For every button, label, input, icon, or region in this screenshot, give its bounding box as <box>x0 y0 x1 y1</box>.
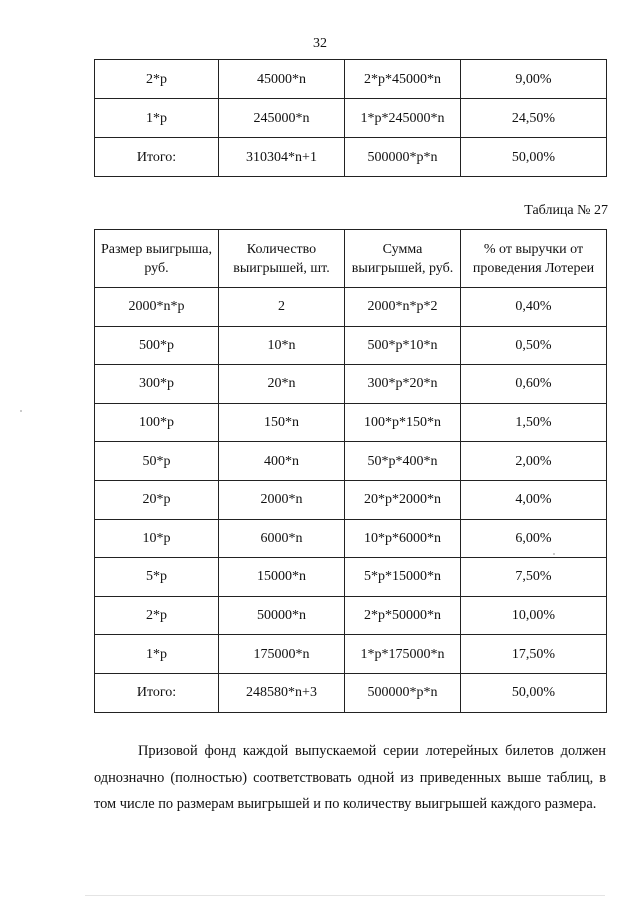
table-cell: 500000*p*n <box>345 673 461 712</box>
table-cell: 175000*n <box>219 635 345 674</box>
table-row <box>95 99 607 138</box>
table-cell: 24,50% <box>461 99 607 138</box>
header-cell-revenue-percent: % от выручки от проведения Лотереи <box>461 230 607 288</box>
table-cell: 17,50% <box>461 635 607 674</box>
table-cell: 20*p*2000*n <box>345 480 461 519</box>
table-cell: 0,50% <box>461 326 607 365</box>
table-row <box>95 442 607 481</box>
header-cell-prize-size: Размер выигрыша, руб. <box>95 230 219 288</box>
table-cell: 50*p <box>95 442 219 481</box>
table-cell: 10*p*6000*n <box>345 519 461 558</box>
table-cell: 2*p*45000*n <box>345 60 461 99</box>
table-cell: 6000*n <box>219 519 345 558</box>
header-cell-prize-sum: Сумма выигрышей, руб. <box>345 230 461 288</box>
table-cell: 0,60% <box>461 365 607 404</box>
table-cell: 400*n <box>219 442 345 481</box>
table-cell: 45000*n <box>219 60 345 99</box>
table-cell: 2*p*50000*n <box>345 596 461 635</box>
table-cell: 300*p <box>95 365 219 404</box>
table-cell: 50,00% <box>461 138 607 177</box>
table-cell: 6,00% <box>461 519 607 558</box>
scan-speck <box>20 410 22 412</box>
table-cell: 0,40% <box>461 288 607 327</box>
body-paragraph: Призовой фонд каждой выпускаемой серии лотерейных билетов должен однозначно (полностью) соответствовать одной из приведенных выше таблиц, в том числе по размерам выигрышей и по количеству выигрышей каждого размера. <box>94 743 606 812</box>
table-cell: 2000*n <box>219 480 345 519</box>
table-cell: 1*p <box>95 99 219 138</box>
table-cell: 10,00% <box>461 596 607 635</box>
prize-table-27 <box>94 229 607 713</box>
table-row <box>95 60 607 99</box>
table-cell: 2*p <box>95 596 219 635</box>
table-cell: 15000*n <box>219 558 345 597</box>
prize-table-continued <box>94 59 607 177</box>
table-row <box>95 288 607 327</box>
table-cell: 5*p*15000*n <box>345 558 461 597</box>
table-cell: 4,00% <box>461 480 607 519</box>
table-cell: 300*p*20*n <box>345 365 461 404</box>
table-cell: 1*p*245000*n <box>345 99 461 138</box>
table-cell: 9,00% <box>461 60 607 99</box>
table-cell: 2*p <box>95 60 219 99</box>
table-cell: 2000*n*p*2 <box>345 288 461 327</box>
table-cell: 50*p*400*n <box>345 442 461 481</box>
table-row <box>95 403 607 442</box>
table-row <box>95 326 607 365</box>
table-row <box>95 673 607 712</box>
table-cell: 1*p*175000*n <box>345 635 461 674</box>
table-row <box>95 365 607 404</box>
table-cell: 1*p <box>95 635 219 674</box>
table-cell: 7,50% <box>461 558 607 597</box>
table-cell: 500000*p*n <box>345 138 461 177</box>
table-cell: 10*n <box>219 326 345 365</box>
table-cell: 245000*n <box>219 99 345 138</box>
table-cell: 50,00% <box>461 673 607 712</box>
table-cell: 248580*n+3 <box>219 673 345 712</box>
table-cell: 5*p <box>95 558 219 597</box>
page-number: 32 <box>313 36 327 51</box>
table-caption: Таблица № 27 <box>524 203 608 218</box>
table-cell: 10*p <box>95 519 219 558</box>
table-cell: 2000*n*p <box>95 288 219 327</box>
table-cell: 2 <box>219 288 345 327</box>
scan-speck <box>553 553 555 555</box>
table-cell: Итого: <box>95 673 219 712</box>
table-cell: 20*p <box>95 480 219 519</box>
table-cell: 100*p <box>95 403 219 442</box>
table-cell: 20*n <box>219 365 345 404</box>
table-cell: 150*n <box>219 403 345 442</box>
table-cell: 310304*n+1 <box>219 138 345 177</box>
header-cell-prize-count: Количество выигрышей, шт. <box>219 230 345 288</box>
table-cell: 50000*n <box>219 596 345 635</box>
table-cell: Итого: <box>95 138 219 177</box>
table-row <box>95 138 607 177</box>
table-row <box>95 635 607 674</box>
table-row <box>95 558 607 597</box>
table-cell: 100*p*150*n <box>345 403 461 442</box>
table-row <box>95 480 607 519</box>
table-cell: 500*p <box>95 326 219 365</box>
table-header-row <box>95 230 607 288</box>
table-row <box>95 519 607 558</box>
table-cell: 1,50% <box>461 403 607 442</box>
table-cell: 2,00% <box>461 442 607 481</box>
table-cell: 500*p*10*n <box>345 326 461 365</box>
scan-edge-line <box>85 895 605 896</box>
table-row <box>95 596 607 635</box>
